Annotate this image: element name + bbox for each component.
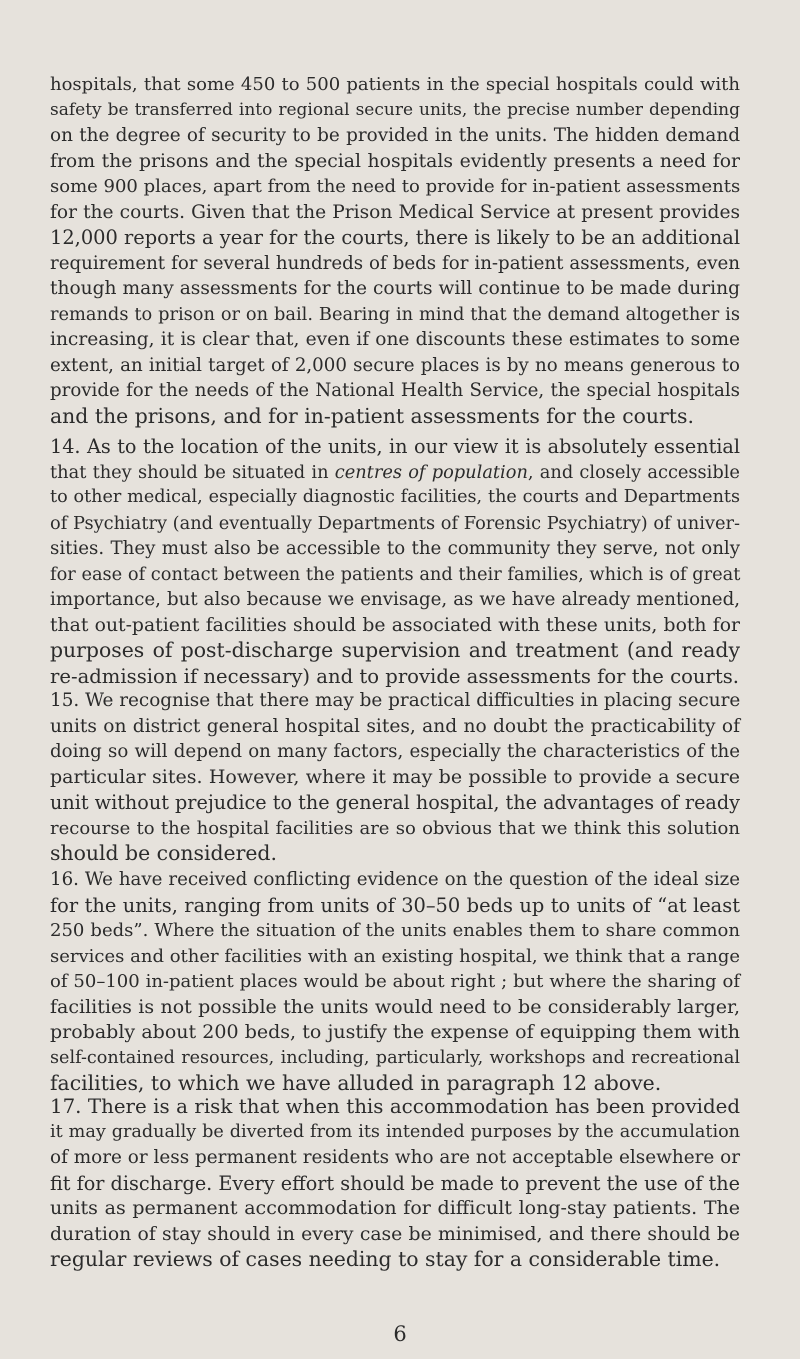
paragraph-17 xyxy=(50,1094,740,1273)
text-line: duration of stay should in every case be minimised, and there should be xyxy=(50,1223,740,1245)
text-line: facilities is not possible the units would need to be considerably larger, xyxy=(50,995,740,1018)
text-line: units on district general hospital sites, and no doubt the practicability of xyxy=(50,715,740,737)
page-number: 6 xyxy=(393,1322,407,1346)
text-line: of more or less permanent residents who are not acceptable elsewhere or xyxy=(50,1147,740,1168)
text-line: fit for discharge. Every effort should be made to prevent the use of the xyxy=(50,1171,740,1195)
text-line: 17. There is a risk that when this accommodation has been provided xyxy=(50,1095,740,1118)
text-line: requirement for several hundreds of beds for in-patient assessments, even xyxy=(50,252,740,274)
text-line: of 50–100 in-patient places would be about right ; but where the sharing of xyxy=(50,971,740,992)
text-line: safety be transferred into regional secure units, the precise number depending xyxy=(50,99,740,120)
text-line: to other medical, especially diagnostic facilities, the courts and Departments xyxy=(50,487,740,507)
paragraph-14 xyxy=(50,434,740,689)
text-line: regular reviews of cases needing to stay for a considerable time. xyxy=(50,1247,721,1271)
text-line: particular sites. However, where it may be possible to provide a secure xyxy=(50,765,740,788)
text-line: doing so will depend on many factors, especially the characteristics of the xyxy=(50,741,740,762)
text-line: for the units, ranging from units of 30–50 beds up to units of “at least xyxy=(50,893,740,917)
text-line: and the prisons, and for in-patient assessments for the courts. xyxy=(50,403,694,428)
text-line: from the prisons and the special hospitals evidently presents a need for xyxy=(50,150,740,172)
text-line: unit without prejudice to the general hospital, the advantages of ready xyxy=(50,791,740,814)
text-line: 250 beds”. Where the situation of the units enables them to share common xyxy=(50,920,740,941)
text-line: 14. As to the location of the units, in our view it is absolutely essential xyxy=(50,435,740,458)
text-line: probably about 200 beds, to justify the expense of equipping them with xyxy=(50,1021,740,1043)
paragraph-16 xyxy=(50,867,740,1097)
text-line: hospitals, that some 450 to 500 patients in the special hospitals could with xyxy=(50,74,740,95)
text-line: that they should be situated in centres of population, and closely accessible xyxy=(50,461,740,483)
text-line: 15. We recognise that there may be practical difficulties in placing secure xyxy=(50,690,741,711)
text-line: some 900 places, apart from the need to provide for in-patient assessments xyxy=(50,176,741,197)
text-line: provide for the needs of the National Health Service, the special hospitals xyxy=(50,380,740,401)
text-line: though many assessments for the courts will continue to be made during xyxy=(50,278,740,299)
text-line: on the degree of security to be provided in the units. The hidden demand xyxy=(50,125,740,146)
text-line: services and other facilities with an existing hospital, we think that a range xyxy=(50,945,740,967)
text-line: should be considered. xyxy=(50,841,277,865)
text-line: for the courts. Given that the Prison Medical Service at present provides xyxy=(50,201,740,223)
paragraph-15 xyxy=(50,688,740,867)
text-line: units as permanent accommodation for difficult long-stay patients. The xyxy=(50,1197,740,1219)
text-line: extent, an initial target of 2,000 secure places is by no means generous to xyxy=(50,354,740,376)
text-line: purposes of post-discharge supervision and treatment (and ready xyxy=(50,638,740,662)
text-line: increasing, it is clear that, even if one discounts these estimates to some xyxy=(50,329,740,350)
text-line: of Psychiatry (and eventually Departments of Forensic Psychiatry) of univer- xyxy=(50,512,740,534)
text-line: 16. We have received conflicting evidence on the question of the ideal size xyxy=(50,869,740,890)
text-line: self-contained resources, including, particularly, workshops and recreational xyxy=(50,1047,740,1068)
text-line: recourse to the hospital facilities are so obvious that we think this solution xyxy=(50,817,740,839)
paragraph-continuation xyxy=(50,72,740,429)
text-line: sities. They must also be accessible to the community they serve, not only xyxy=(50,538,740,559)
text-line: re-admission if necessary) and to provide assessments for the courts. xyxy=(50,664,740,688)
text-line: for ease of contact between the patients and their families, which is of great xyxy=(50,563,741,585)
text-line: that out-patient facilities should be associated with these units, both for xyxy=(50,614,740,636)
text-line: importance, but also because we envisage, as we have already mentioned, xyxy=(50,589,740,610)
text-line: it may gradually be diverted from its intended purposes by the accumulation xyxy=(50,1121,740,1142)
text-line: facilities, to which we have alluded in paragraph 12 above. xyxy=(50,1071,662,1095)
text-line: 12,000 reports a year for the courts, there is likely to be an additional xyxy=(50,226,741,249)
text-line: remands to prison or on bail. Bearing in mind that the demand altogether is xyxy=(50,303,740,325)
